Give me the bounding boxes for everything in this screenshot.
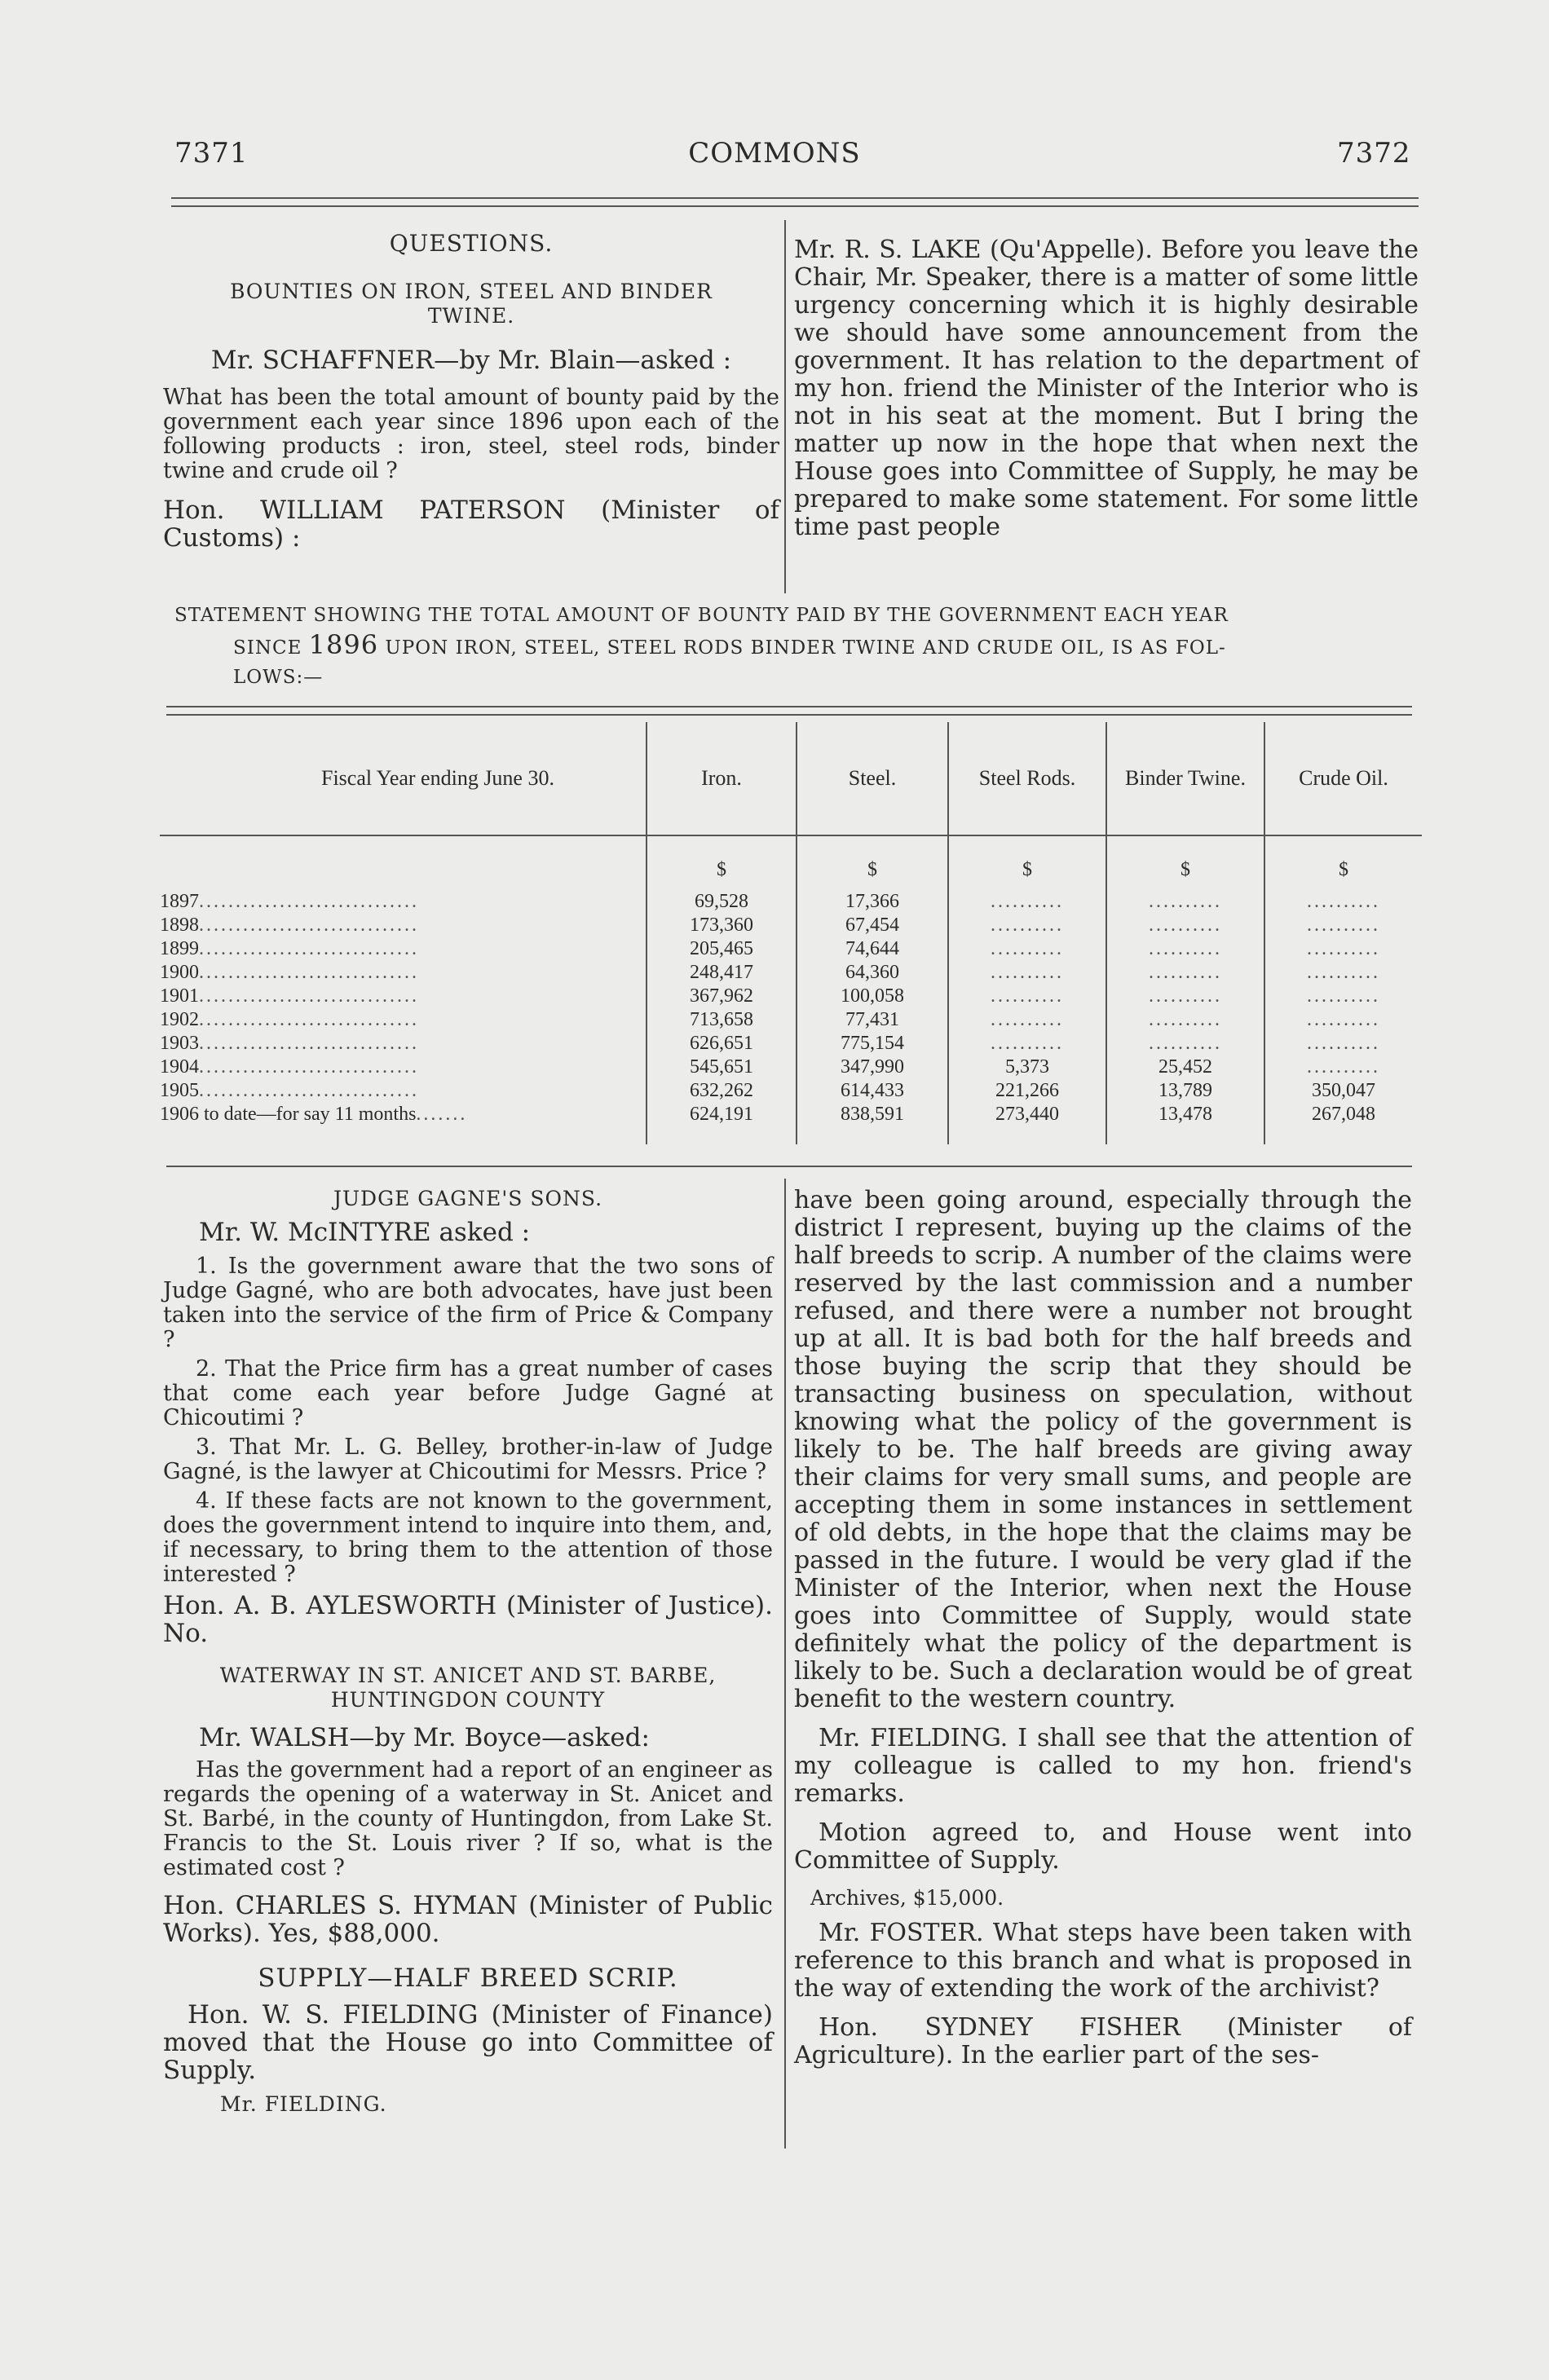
currency-blank xyxy=(160,835,647,890)
leader-dots: .............................. xyxy=(199,915,419,936)
table-row xyxy=(160,1008,1422,1032)
empty-cell-dots: .......... xyxy=(1149,1033,1222,1054)
currency-symbol: $ xyxy=(797,835,948,890)
row-value: 545,651 xyxy=(647,1056,797,1079)
row-value: 248,417 xyxy=(647,961,797,985)
question-title: JUDGE GAGNE'S SONS. xyxy=(333,1187,603,1210)
question-asker: Mr. W. McINTYRE asked : xyxy=(199,1218,531,1247)
currency-symbol: $ xyxy=(1106,835,1264,890)
row-value: 100,058 xyxy=(797,985,948,1008)
row-value xyxy=(1106,890,1264,914)
currency-row xyxy=(160,835,1422,890)
question-asker: Mr. WALSH—by Mr. Boyce—asked: xyxy=(199,1723,650,1752)
empty-cell-dots: .......... xyxy=(1307,1033,1380,1054)
row-value: 5,373 xyxy=(948,1056,1106,1079)
leader-dots: .............................. xyxy=(199,891,419,912)
row-value xyxy=(1264,961,1422,985)
header-binder-twine: Binder Twine. xyxy=(1106,722,1264,835)
row-value xyxy=(1106,937,1264,961)
row-value xyxy=(1264,1008,1422,1032)
page-number-left: 7371 xyxy=(174,137,249,170)
speech-paragraph: Mr. FOSTER. What steps have been taken with reference to this branch and what is proposed in the way of extending the work of the archivist? xyxy=(794,1919,1412,2003)
leader-dots: .............................. xyxy=(199,1056,419,1078)
row-value xyxy=(948,937,1106,961)
left-column-top xyxy=(163,230,779,552)
statement-line-1: STATEMENT SHOWING THE TOTAL AMOUNT OF BOUNTY PAID BY THE GOVERNMENT EACH YEAR xyxy=(174,605,1229,626)
header-rule-bottom xyxy=(171,205,1419,207)
row-value: 13,478 xyxy=(1106,1103,1264,1144)
row-year-label: 1906 to date—for say 11 months xyxy=(160,1104,417,1125)
row-value: 614,433 xyxy=(797,1079,948,1103)
row-value: 221,266 xyxy=(948,1079,1106,1103)
question-item: 3. That Mr. L. G. Belley, brother-in-law of Judge Gagné, is the lawyer at Chicoutimi for Messrs. Price ? xyxy=(163,1435,773,1484)
section-title: QUESTIONS. xyxy=(389,230,554,257)
empty-cell-dots: .......... xyxy=(991,938,1064,959)
supply-item: Archives, $15,000. xyxy=(810,1886,1004,1910)
row-value: 838,591 xyxy=(797,1103,948,1144)
row-value xyxy=(1106,1032,1264,1056)
row-year-label: 1899 xyxy=(160,938,199,959)
speech-paragraph: Mr. FIELDING. I shall see that the attention of my colleague is called to my hon. friend's remarks. xyxy=(794,1724,1412,1808)
question-item: 4. If these facts are not known to the government, does the government intend to inquire into them, and, if necessary, to bring them to the attention of those interested ? xyxy=(163,1488,773,1587)
empty-cell-dots: .......... xyxy=(991,962,1064,983)
speech-paragraph: have been going around, especially through the district I represent, buying up the claims of the half breeds to scrip. A number of the claims were reserved by the last commission and a number refused, and there were a number not brought up at all. It is bad both for the half breeds and those buying the scrip that they should be transacting business on speculation, without knowing what the policy of the government is likely to be. The half breeds are giving away their claims for very small sums, and people are accepting them in some instances in settlement of old debts, in the hope that the claims may be passed in the future. I would be very glad if the Minister of the Interior, when next the House goes into Committee of Supply, would state definitely what the policy of the department is likely to be. Such a declaration would be of great benefit to the western country. xyxy=(794,1186,1412,1713)
speech-paragraph: Motion agreed to, and House went into Committee of Supply. xyxy=(794,1818,1412,1875)
row-year-label: 1897 xyxy=(160,891,199,912)
header-fiscal-year: Fiscal Year ending June 30. xyxy=(321,766,554,790)
question-item: 2. That the Price firm has a great number of cases that come each year before Judge Gagné at Chicoutimi ? xyxy=(163,1356,773,1430)
speech-paragraph: Hon. SYDNEY FISHER (Minister of Agriculture). In the earlier part of the ses- xyxy=(794,2013,1412,2069)
question-reply: Hon. WILLIAM PATERSON (Minister of Customs) : xyxy=(163,496,779,553)
row-value xyxy=(1264,1032,1422,1056)
header-steel: Steel. xyxy=(797,722,948,835)
table-row xyxy=(160,1079,1422,1103)
empty-cell-dots: .......... xyxy=(1307,985,1380,1007)
row-year-label: 1905 xyxy=(160,1080,199,1101)
row-value: 64,360 xyxy=(797,961,948,985)
row-year xyxy=(160,961,647,985)
row-year xyxy=(160,890,647,914)
row-value: 13,789 xyxy=(1106,1079,1264,1103)
page-number-right: 7372 xyxy=(1337,137,1411,170)
speaker-name: Mr. FIELDING. xyxy=(220,2092,387,2116)
question-title: WATERWAY IN ST. ANICET AND ST. BARBE, HUNTINGDON COUNTY xyxy=(219,1664,717,1712)
column-divider-bottom xyxy=(784,1179,786,2149)
row-value: 347,990 xyxy=(797,1056,948,1079)
currency-symbol: $ xyxy=(948,835,1106,890)
question-item: 1. Is the government aware that the two sons of Judge Gagné, who are both advocates, have just been taken into the service of the firm of Price & Company ? xyxy=(163,1254,773,1352)
row-value xyxy=(1106,985,1264,1008)
empty-cell-dots: .......... xyxy=(991,915,1064,936)
empty-cell-dots: .......... xyxy=(1307,891,1380,912)
row-value: 632,262 xyxy=(647,1079,797,1103)
empty-cell-dots: .......... xyxy=(1149,985,1222,1007)
page-title: COMMONS xyxy=(688,137,861,170)
row-year xyxy=(160,1103,647,1144)
table-body xyxy=(160,835,1422,1144)
row-value xyxy=(1264,914,1422,937)
speech-paragraph: Mr. R. S. LAKE (Qu'Appelle). Before you leave the Chair, Mr. Speaker, there is a matter of some little urgency concerning which it is highly desirable we should have some announcement from the government. It has relation to the department of my hon. friend the Minister of the Interior who is not in his seat at the moment. But I bring the matter up now in the hope that when next the House goes into Committee of Supply, he may be prepared to make some statement. For some little time past people xyxy=(794,236,1419,541)
table-rule-top-b xyxy=(166,714,1412,716)
empty-cell-dots: .......... xyxy=(1149,915,1222,936)
row-value xyxy=(1264,890,1422,914)
question-reply: Hon. A. B. AYLESWORTH (Minister of Justice). No. xyxy=(163,1591,773,1648)
row-value: 350,047 xyxy=(1264,1079,1422,1103)
column-divider-top xyxy=(784,220,786,593)
table-row xyxy=(160,1103,1422,1144)
table-row xyxy=(160,985,1422,1008)
question-text: Has the government had a report of an engineer as regards the opening of a waterway in St. Anicet and St. Barbé, in the county of Huntingdon, from Lake St. Francis to the St. Louis river ? If so, what is the estimated cost ? xyxy=(163,1757,773,1880)
row-value xyxy=(948,890,1106,914)
statement-year: 1896 xyxy=(308,629,379,660)
statement-line-3: LOWS:— xyxy=(233,667,324,688)
currency-symbol: $ xyxy=(1264,835,1422,890)
row-year-label: 1904 xyxy=(160,1056,199,1078)
row-value: 775,154 xyxy=(797,1032,948,1056)
empty-cell-dots: .......... xyxy=(991,985,1064,1007)
row-value xyxy=(948,914,1106,937)
row-value xyxy=(948,1032,1106,1056)
row-value xyxy=(1264,985,1422,1008)
leader-dots: ....... xyxy=(416,1104,468,1125)
table-row xyxy=(160,961,1422,985)
leader-dots: .............................. xyxy=(199,962,419,983)
row-year-label: 1901 xyxy=(160,985,199,1007)
question-items xyxy=(163,1254,773,1587)
statement-line-2 xyxy=(233,629,1423,660)
row-value xyxy=(948,961,1106,985)
empty-cell-dots: .......... xyxy=(1307,1056,1380,1078)
table-row xyxy=(160,937,1422,961)
empty-cell-dots: .......... xyxy=(1149,962,1222,983)
row-value xyxy=(1264,1056,1422,1079)
section-title: SUPPLY—HALF BREED SCRIP. xyxy=(258,1964,678,1993)
question-asker: Mr. SCHAFFNER—by Mr. Blain—asked : xyxy=(210,346,732,375)
row-value: 74,644 xyxy=(797,937,948,961)
row-value: 624,191 xyxy=(647,1103,797,1144)
row-value xyxy=(1264,937,1422,961)
empty-cell-dots: .......... xyxy=(1149,938,1222,959)
row-year xyxy=(160,937,647,961)
table-row xyxy=(160,890,1422,914)
empty-cell-dots: .......... xyxy=(991,1009,1064,1030)
leader-dots: .............................. xyxy=(199,1033,419,1054)
row-value: 77,431 xyxy=(797,1008,948,1032)
row-year xyxy=(160,1008,647,1032)
row-year-label: 1903 xyxy=(160,1033,199,1054)
table-row xyxy=(160,1056,1422,1079)
row-value: 67,454 xyxy=(797,914,948,937)
row-value xyxy=(1106,914,1264,937)
row-value xyxy=(948,985,1106,1008)
leader-dots: .............................. xyxy=(199,1009,419,1030)
question-text: What has been the total amount of bounty paid by the government each year since 1896 upon each of the following products : iron, steel, steel rods, binder twine and crude oil ? xyxy=(163,385,779,483)
question-reply: Hon. CHARLES S. HYMAN (Minister of Public Works). Yes, $88,000. xyxy=(163,1891,773,1948)
row-year xyxy=(160,1079,647,1103)
empty-cell-dots: .......... xyxy=(991,891,1064,912)
leader-dots: .............................. xyxy=(199,985,419,1007)
row-value: 273,440 xyxy=(948,1103,1106,1144)
left-column-bottom xyxy=(163,1187,773,2116)
row-value: 205,465 xyxy=(647,937,797,961)
row-year-label: 1900 xyxy=(160,962,199,983)
question-title: BOUNTIES ON IRON, STEEL AND BINDER TWINE. xyxy=(230,280,713,328)
row-value: 173,360 xyxy=(647,914,797,937)
header-rule-top xyxy=(171,197,1419,199)
row-value: 25,452 xyxy=(1106,1056,1264,1079)
empty-cell-dots: .......... xyxy=(1307,1009,1380,1030)
statement-since: SINCE xyxy=(233,637,302,659)
table-row xyxy=(160,1032,1422,1056)
empty-cell-dots: .......... xyxy=(1149,891,1222,912)
header-iron: Iron. xyxy=(647,722,797,835)
empty-cell-dots: .......... xyxy=(1149,1009,1222,1030)
empty-cell-dots: .......... xyxy=(1307,938,1380,959)
table-rule-top-a xyxy=(166,706,1412,707)
leader-dots: .............................. xyxy=(199,938,419,959)
row-value: 267,048 xyxy=(1264,1103,1422,1144)
statement-rest: UPON IRON, STEEL, STEEL RODS BINDER TWINE AND CRUDE OIL, IS AS FOL- xyxy=(385,637,1226,659)
row-year-label: 1898 xyxy=(160,915,199,936)
currency-symbol: $ xyxy=(647,835,797,890)
empty-cell-dots: .......... xyxy=(1307,962,1380,983)
row-value xyxy=(1106,1008,1264,1032)
row-year xyxy=(160,1032,647,1056)
row-value: 17,366 xyxy=(797,890,948,914)
table-rule-bottom xyxy=(166,1166,1412,1167)
row-value xyxy=(948,1008,1106,1032)
header-crude-oil: Crude Oil. xyxy=(1264,722,1422,835)
empty-cell-dots: .......... xyxy=(991,1033,1064,1054)
bounty-table xyxy=(160,722,1422,1144)
header-steel-rods: Steel Rods. xyxy=(948,722,1106,835)
row-value: 69,528 xyxy=(647,890,797,914)
table-header-row xyxy=(160,722,1422,835)
row-value xyxy=(1106,961,1264,985)
row-value: 626,651 xyxy=(647,1032,797,1056)
row-value: 713,658 xyxy=(647,1008,797,1032)
row-year-label: 1902 xyxy=(160,1009,199,1030)
leader-dots: .............................. xyxy=(199,1080,419,1101)
empty-cell-dots: .......... xyxy=(1307,915,1380,936)
row-year xyxy=(160,914,647,937)
right-column-bottom xyxy=(794,1187,1412,2069)
motion-text: Hon. W. S. FIELDING (Minister of Finance) moved that the House go into Committee of Supply. xyxy=(163,2000,773,2085)
right-column-top xyxy=(794,236,1419,541)
row-year xyxy=(160,1056,647,1079)
row-year xyxy=(160,985,647,1008)
row-value: 367,962 xyxy=(647,985,797,1008)
table-row xyxy=(160,914,1422,937)
